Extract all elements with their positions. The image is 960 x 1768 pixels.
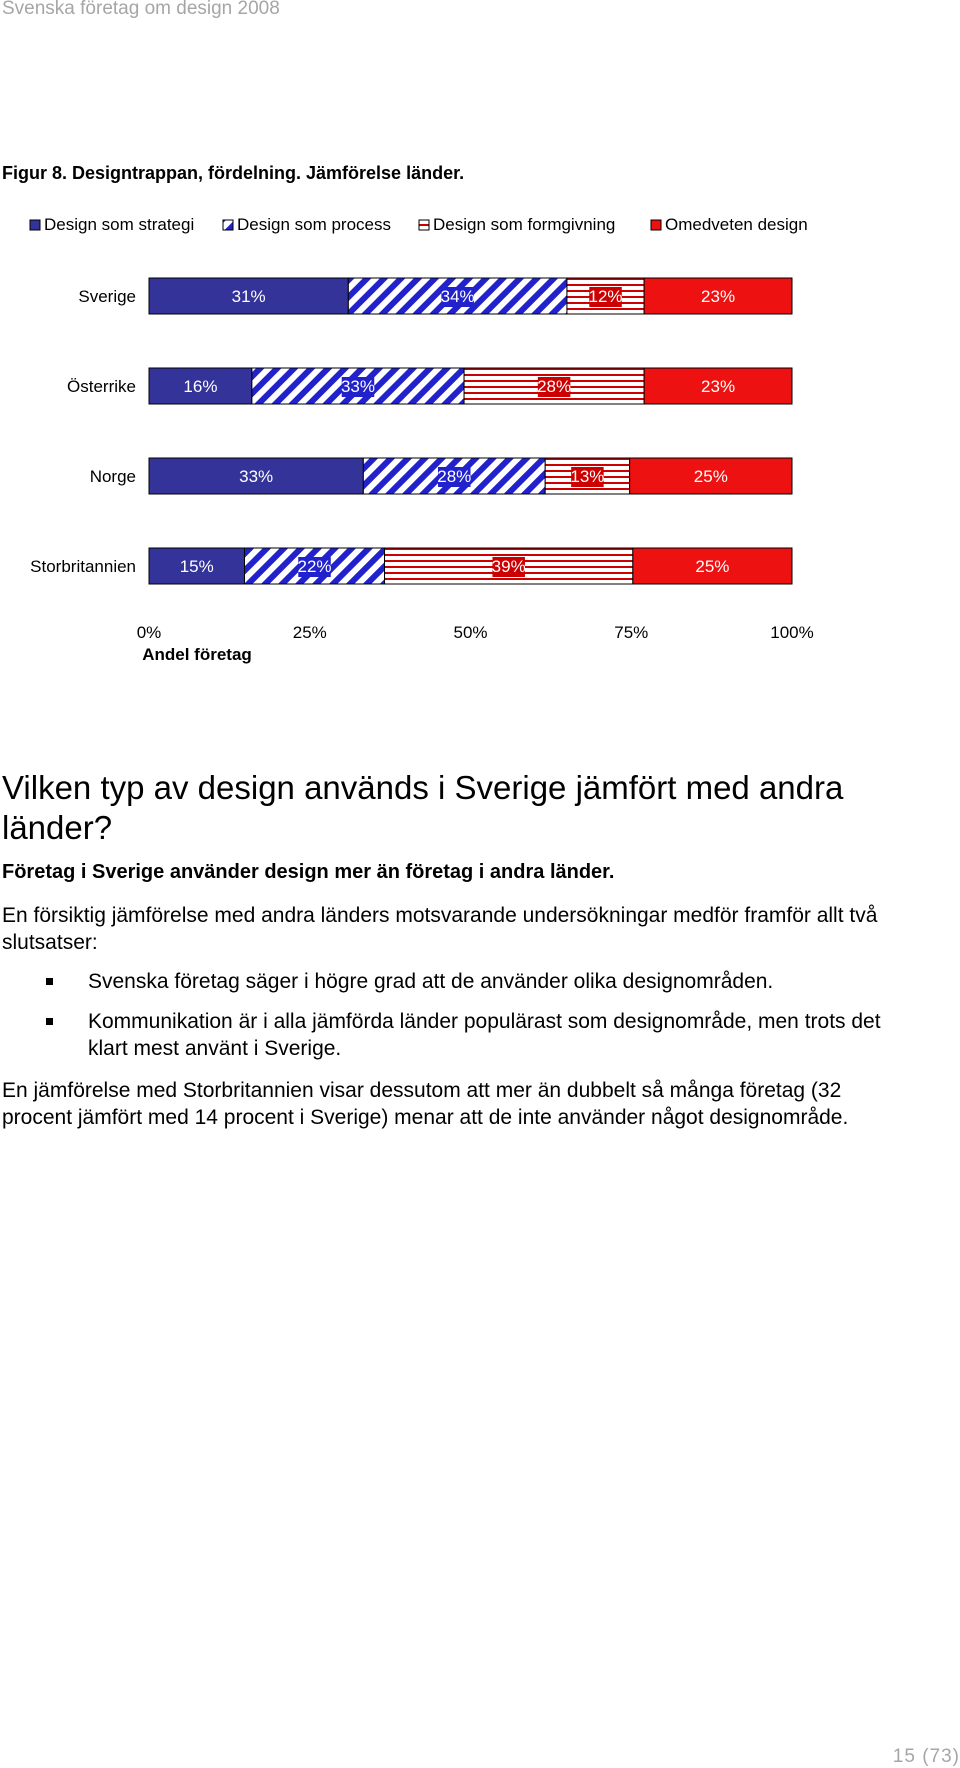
legend-label-design-som-formgivning: Design som formgivning [433, 215, 616, 234]
conclusion-list [0, 968, 900, 1075]
figure-caption: Figur 8. Designtrappan, fördelning. Jämförelse länder. [2, 163, 465, 183]
data-label-osterrike-omedveten-design: 23% [701, 377, 736, 396]
data-label-osterrike-design-som-process: 33% [340, 377, 375, 396]
x-tick-label: 0% [136, 623, 162, 642]
data-label-storbritannien-omedveten-design: 25% [695, 557, 730, 576]
data-label-norge-design-som-formgivning: 13% [570, 467, 605, 486]
section-subheading: Företag i Sverige använder design mer än företag i andra länder. [2, 861, 615, 883]
data-label-storbritannien-design-som-formgivning: 39% [491, 557, 526, 576]
data-label-osterrike-design-som-strategi: 16% [183, 377, 218, 396]
data-label-norge-design-som-process: 28% [437, 467, 472, 486]
x-axis-label: Andel företag [142, 645, 252, 664]
chart-bars [149, 278, 792, 584]
legend-label-omedveten-design: Omedveten design [665, 215, 808, 234]
x-tick-label: 50% [453, 623, 488, 642]
x-tick-label: 75% [614, 623, 649, 642]
x-tick-label: 100% [770, 623, 814, 642]
legend-swatch-design-som-formgivning [419, 220, 429, 230]
intro-paragraph: En försiktig jämförelse med andra länders motsvarande undersökningar medför framför allt två slutsatser: [2, 904, 878, 954]
legend-swatch-design-som-strategi [30, 220, 40, 230]
data-label-storbritannien-design-som-process: 22% [297, 557, 332, 576]
list-item [0, 968, 900, 995]
data-label-osterrike-design-som-formgivning: 28% [537, 377, 572, 396]
chart-x-ticks [137, 623, 814, 642]
page-number: 15 (73) [892, 1746, 960, 1767]
category-label-storbritannien: Storbritannien [30, 557, 136, 576]
data-label-sverige-design-som-strategi: 31% [231, 287, 266, 306]
data-label-storbritannien-design-som-strategi: 15% [179, 557, 214, 576]
section-heading: Vilken typ av design används i Sverige jämfört med andra länder? [2, 769, 844, 846]
square-bullet-icon [46, 1018, 53, 1025]
square-bullet-icon [46, 978, 53, 985]
data-label-norge-omedveten-design: 25% [693, 467, 728, 486]
data-label-sverige-design-som-process: 34% [440, 287, 475, 306]
legend-swatch-design-som-process [223, 220, 233, 230]
category-label-sverige: Sverige [78, 287, 136, 306]
running-header: Svenska företag om design 2008 [2, 0, 280, 19]
data-label-norge-design-som-strategi: 33% [239, 467, 274, 486]
list-item [0, 1008, 900, 1062]
stacked-bar-chart [0, 200, 960, 670]
legend-label-design-som-strategi: Design som strategi [44, 215, 195, 234]
list-item-text: Svenska företag säger i högre grad att de använder olika designområden. [88, 970, 774, 993]
x-tick-label: 25% [292, 623, 327, 642]
data-label-sverige-design-som-formgivning: 12% [588, 287, 623, 306]
data-label-sverige-omedveten-design: 23% [701, 287, 736, 306]
legend-label-design-som-process: Design som process [237, 215, 392, 234]
chart-category-labels [30, 287, 136, 576]
legend-swatch-omedveten-design [651, 220, 661, 230]
category-label-norge: Norge [89, 467, 136, 486]
list-item-text: Kommunikation är i alla jämförda länder populärast som designområde, men trots det klart mest använt i Sverige. [88, 1010, 881, 1060]
chart-legend [30, 215, 808, 234]
closing-paragraph: En jämförelse med Storbritannien visar dessutom att mer än dubbelt så många företag (32 procent jämfört med 14 procent i Sverige) menar att de inte använder något designområde. [2, 1079, 849, 1129]
category-label-osterrike: Österrike [67, 377, 136, 396]
